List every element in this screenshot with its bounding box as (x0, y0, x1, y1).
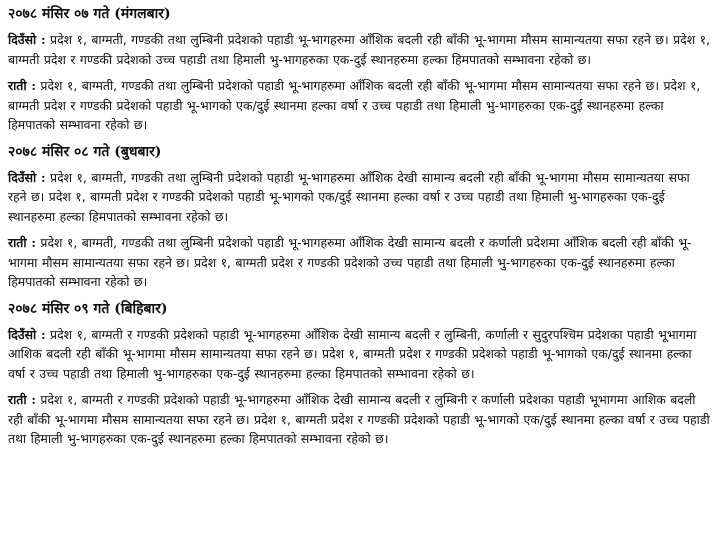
daytime-text: प्रदेश १, बाग्मती र गण्डकी प्रदेशको पहाडी भू-भागहरुमा आँशिक देखी सामान्य बदली र लुम्बिनी, कर्णाली र सुदुरपश्चिम प्रदेशका पहाडी भूभागमा आशिक बदली रही बाँकी भू-भागमा मौसम सामान्यतया सफा रहने छ। प्रदेश १, बाग्मती प्रदेश र गण्डकी प्रदेशको पहाडी भू-भागको एक/दुई स्थानमा हल्का वर्षा र उच्च पहाडी तथा हिमाली भु-भागहरुका एक-दुई स्थानहरुमा हल्का हिमपातको सम्भावना रहेको छ। (8, 326, 697, 381)
daytime-label: दिउँसो : (8, 326, 46, 342)
forecast-day-1 (8, 4, 712, 135)
night-forecast (8, 390, 712, 449)
date-heading: २०७८ मंसिर ०९ गते (बिहिबार) (8, 300, 168, 317)
night-forecast (8, 233, 712, 292)
night-label: राती : (8, 78, 36, 93)
daytime-label: दिउँसो : (8, 169, 46, 185)
forecast-day-2 (8, 142, 712, 292)
night-label: राती : (8, 392, 36, 407)
daytime-text: प्रदेश १, बाग्मती, गण्डकी तथा लुम्बिनी प्रदेशको पहाडी भू-भागहरुमा आँशिक बदली रही बाँकी भू-भागमा मौसम सामान्यतया सफा रहने छ। प्रदेश १, बाग्मती प्रदेश र गण्डकी प्रदेशको उच्च पहाडी तथा हिमाली भु-भागहरुका एक-दुई स्थानहरुमा हल्का हिमपातको सम्भावना रहेको छ। (8, 32, 710, 67)
night-text: प्रदेश १, बाग्मती र गण्डकी प्रदेशको पहाडी भू-भागहरुमा आँशिक देखी सामान्य बदली र लुम्बिनी र कर्णाली प्रदेशका पहाडी भूभागमा आशिक बदली रही बाँकी भू-भागमा मौसम सामान्यतया सफा रहने छ। प्रदेश १, बाग्मती प्रदेश र गण्डकी प्रदेशको पहाडी भू-भागको एक/दुई स्थानमा हल्का वर्षा र उच्च पहाडी तथा हिमाली भु-भागहरुका एक-दुई स्थानहरुमा हल्का हिमपातको सम्भावना रहेको छ। (8, 392, 710, 446)
night-text: प्रदेश १, बाग्मती, गण्डकी तथा लुम्बिनी प्रदेशको पहाडी भू-भागहरुमा आँशिक देखी सामान्य बदली र कर्णाली प्रदेशमा आँशिक बदली रही बाँकी भू-भागमा मौसम सामान्यतया सफा रहने छ। प्रदेश १, बाग्मती प्रदेश र गण्डकी प्रदेशको उच्च पहाडी तथा हिमाली भु-भागहरुका एक-दुई स्थानहरुमा हल्का हिमपातको सम्भावना रहेको छ। (8, 235, 692, 289)
night-label: राती : (8, 235, 36, 250)
date-heading: २०७८ मंसिर ०७ गते (मंगलबार) (8, 6, 171, 22)
date-heading: २०७८ मंसिर ०८ गते (बुधबार) (8, 143, 162, 160)
daytime-forecast (8, 325, 712, 384)
daytime-label: दिउँसो : (8, 32, 46, 47)
daytime-forecast (8, 30, 712, 69)
night-forecast (8, 76, 712, 135)
daytime-text: प्रदेश १, बाग्मती, गण्डकी तथा लुम्बिनी प्रदेशको पहाडी भू-भागहरुमा आँशिक देखी सामान्य बदली रही बाँकी भू-भागमा मौसम सामान्यतया सफा रहने छ। प्रदेश १, बाग्मती प्रदेश र गण्डकी प्रदेशको पहाडी भू-भागको एक/दुई स्थानमा हल्का वर्षा र उच्च पहाडी तथा हिमाली भु-भागहरुका एक-दुई स्थानहरुमा हल्का हिमपातको सम्भावना रहेको छ। (8, 169, 690, 224)
forecast-day-3 (8, 299, 712, 449)
night-text: प्रदेश १, बाग्मती, गण्डकी तथा लुम्बिनी प्रदेशको पहाडी भू-भागहरुमा आँशिक बदली रही बाँकी भू-भागमा मौसम सामान्यतया सफा रहने छ। प्रदेश १, बाग्मती प्रदेश र गण्डकी प्रदेशको पहाडी भू-भागको एक/दुई स्थानमा हल्का वर्षा र उच्च पहाडी तथा हिमाली भु-भागहरुका एक-दुई स्थानहरुमा हल्का हिमपातको सम्भावना रहेको छ। (8, 78, 701, 132)
daytime-forecast (8, 168, 712, 227)
